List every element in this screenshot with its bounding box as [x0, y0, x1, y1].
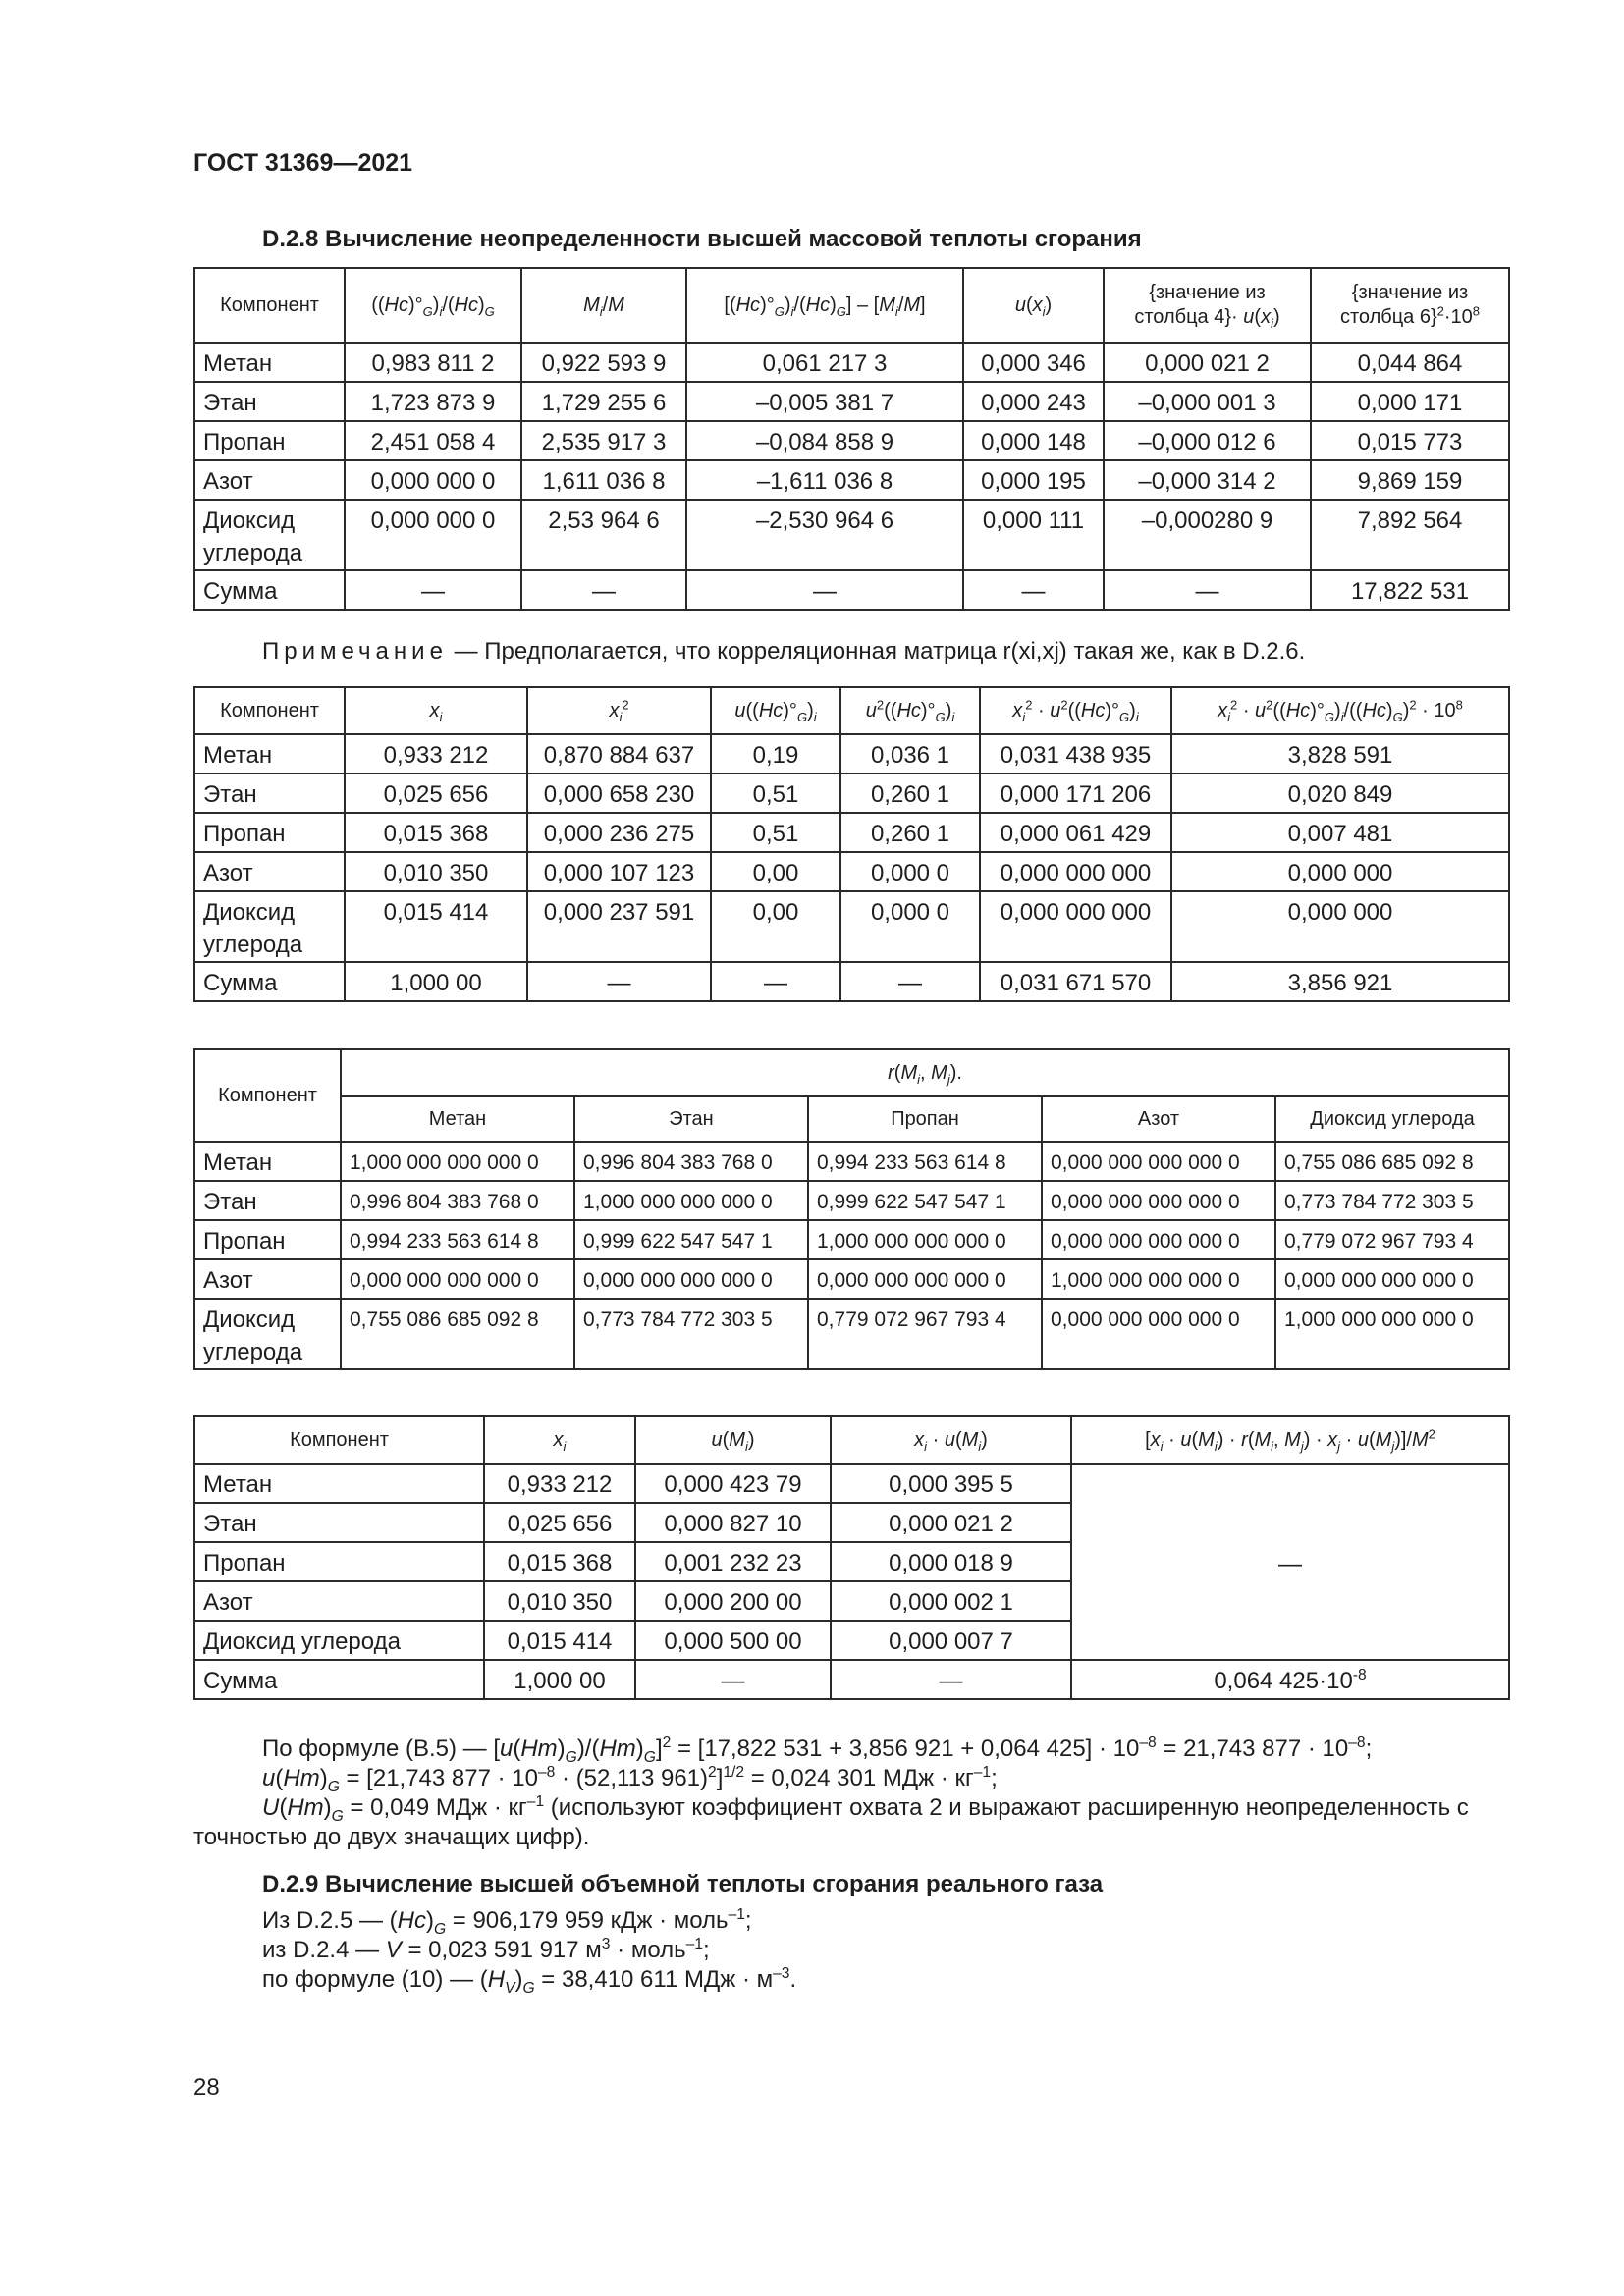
section-title-d28: D.2.8 Вычисление неопределенности высшей массовой теплоты сгорания — [262, 226, 1142, 252]
cell: — — [686, 570, 963, 610]
cell: Этан — [194, 382, 345, 421]
cell: 0,000 018 9 — [831, 1542, 1071, 1581]
cell: — — [527, 962, 711, 1001]
cell: Метан — [194, 1142, 341, 1181]
header-component: Компонент — [194, 1416, 484, 1464]
cell: — — [521, 570, 686, 610]
cell: 0,000 000 000 000 0 — [808, 1259, 1042, 1299]
cell: Метан — [194, 1464, 484, 1503]
cell: 0,000 061 429 — [980, 813, 1171, 852]
cell: 1,000 000 000 000 0 — [1275, 1299, 1509, 1369]
header-u-hc: $u((Hc)^\circ_G)_i$ — [711, 687, 840, 734]
cell: 0,00 — [711, 891, 840, 962]
header-component: Компонент — [194, 268, 345, 343]
cell: 0,025 656 — [345, 774, 527, 813]
header-xi-u-mi: $x_i \cdot u(M_i)$ — [831, 1416, 1071, 1464]
d29-block — [262, 1906, 796, 1995]
cell: 0,260 1 — [840, 774, 980, 813]
header-xi-squared: $x_i^2$ — [527, 687, 711, 734]
cell: Азот — [194, 852, 345, 891]
cell: Диоксид углерода — [194, 500, 345, 570]
table-row-sum — [194, 962, 1509, 1001]
cell: 0,933 212 — [484, 1464, 635, 1503]
cell: 0,000 148 — [963, 421, 1104, 460]
table-row — [194, 343, 1509, 382]
cell: Диоксид углерода — [194, 1299, 341, 1369]
cell: Пропан — [194, 1542, 484, 1581]
cell: 0,755 086 685 092 8 — [341, 1299, 574, 1369]
header-u-mi: $u(M_i)$ — [635, 1416, 831, 1464]
cell: 0,000 827 10 — [635, 1503, 831, 1542]
note-label: Примечание — [262, 638, 448, 665]
cell: 0,000 0 — [840, 891, 980, 962]
cell: 0,010 350 — [484, 1581, 635, 1621]
cell: 0,000 236 275 — [527, 813, 711, 852]
header-u2-hc: $u^2((Hc)^\circ_G)_i$ — [840, 687, 980, 734]
header-col6-squared: {значение из столбца $6\}^2\cdot 10^8$ — [1311, 268, 1509, 343]
cell: 0,031 438 935 — [980, 734, 1171, 774]
cell: 7,892 564 — [1311, 500, 1509, 570]
cell: 1,000 000 000 000 0 — [1042, 1259, 1275, 1299]
cell: 1,611 036 8 — [521, 460, 686, 500]
cell: 3,856 921 — [1171, 962, 1509, 1001]
cell: 0,000 658 230 — [527, 774, 711, 813]
header-methane: Метан — [341, 1096, 574, 1142]
cell: 0,015 414 — [345, 891, 527, 962]
table-row — [194, 774, 1509, 813]
table-row — [194, 891, 1509, 962]
cell: 0,015 368 — [484, 1542, 635, 1581]
table-component-uncertainty — [193, 686, 1510, 1002]
cell: Азот — [194, 1581, 484, 1621]
cell: –0,000 012 6 — [1104, 421, 1311, 460]
cell: 0,007 481 — [1171, 813, 1509, 852]
header-covariance-term: [$x_i \cdot u(M_i) \cdot r(M_i$, $M_j) \cdot x_j \cdot u(M_j)]/M^2$ — [1071, 1416, 1509, 1464]
cell: 0,000 0 — [840, 852, 980, 891]
cell: 0,000 000 — [1171, 852, 1509, 891]
cell: — — [963, 570, 1104, 610]
table-row-sum — [194, 1660, 1509, 1699]
cell: 0,755 086 685 092 8 — [1275, 1142, 1509, 1181]
cell: Сумма — [194, 1660, 484, 1699]
cell: 0,000 423 79 — [635, 1464, 831, 1503]
cell: 0,000 021 2 — [831, 1503, 1071, 1542]
cell: –2,530 964 6 — [686, 500, 963, 570]
header-u-xi: $u(x_i)$ — [963, 268, 1104, 343]
cell: 0,19 — [711, 734, 840, 774]
header-ethane: Этан — [574, 1096, 808, 1142]
cell: 0,015 368 — [345, 813, 527, 852]
formula-block — [193, 1735, 1511, 1852]
cell: 0,000 200 00 — [635, 1581, 831, 1621]
cell: 0,044 864 — [1311, 343, 1509, 382]
cell: 0,000 000 000 — [980, 852, 1171, 891]
header-propane: Пропан — [808, 1096, 1042, 1142]
cell: 0,000 395 5 — [831, 1464, 1071, 1503]
formula-line-1: По формуле (В.5) — $[u(Hm)_G)/(Hm)_G]^2 = [17,822$ 531 + 3,856 921 + 0,064 $425] \cdot 10^{-8} = 21,743$ $877 \cdot 10^{-8}$; — [262, 1735, 1373, 1766]
cell: Этан — [194, 1181, 341, 1220]
cell: 0,000 195 — [963, 460, 1104, 500]
cell: — — [840, 962, 980, 1001]
cell: 0,064 $425\cdot 10^{-8}$ — [1071, 1660, 1509, 1699]
table-row — [194, 852, 1509, 891]
cell: 0,000 000 0 — [345, 460, 521, 500]
table-row-sum — [194, 570, 1509, 610]
cell: 0,000 000 0 — [345, 500, 521, 570]
header-xi: $x_i$ — [484, 1416, 635, 1464]
cell: –0,000 314 2 — [1104, 460, 1311, 500]
cell: 0,015 773 — [1311, 421, 1509, 460]
table-row — [194, 734, 1509, 774]
cell: Диоксид углерода — [194, 891, 345, 962]
cell: 0,061 217 3 — [686, 343, 963, 382]
cell: 0,000 007 7 — [831, 1621, 1071, 1660]
cell: 0,000 500 00 — [635, 1621, 831, 1660]
note — [262, 638, 1305, 666]
d29-line-2: из D.2.4 — V = 0,023 591 917 $м^3$ · моль$^{-1}$; — [262, 1936, 710, 1963]
cell: 0,000 346 — [963, 343, 1104, 382]
cell: Этан — [194, 1503, 484, 1542]
cell: 0,000 021 2 — [1104, 343, 1311, 382]
header-xi2-u2: $x_i^2 \cdot u^2((Hc)^\circ_G)_i$ — [980, 687, 1171, 734]
table-row — [194, 1464, 1509, 1503]
cell: 0,001 232 23 — [635, 1542, 831, 1581]
cell: 2,53 964 6 — [521, 500, 686, 570]
cell: 0,00 — [711, 852, 840, 891]
cell: 1,000 000 000 000 0 — [808, 1220, 1042, 1259]
cell: 0,000 000 000 000 0 — [1275, 1259, 1509, 1299]
cell: Этан — [194, 774, 345, 813]
cell: Пропан — [194, 1220, 341, 1259]
header-nitrogen: Азот — [1042, 1096, 1275, 1142]
header-normalized: $x_i^2 \cdot u^2((Hc)^\circ_G)_i/((Hc)_G)^2 \cdot 10^8$ — [1171, 687, 1509, 734]
table-row — [194, 813, 1509, 852]
cell: 0,260 1 — [840, 813, 980, 852]
cell: 9,869 159 — [1311, 460, 1509, 500]
cell: Азот — [194, 1259, 341, 1299]
cell: –0,005 381 7 — [686, 382, 963, 421]
cell: 0,036 1 — [840, 734, 980, 774]
section-title-d29: D.2.9 Вычисление высшей объемной теплоты сгорания реального газа — [262, 1871, 1104, 1897]
cell: 0,031 671 570 — [980, 962, 1171, 1001]
cell: 0,000 000 — [1171, 891, 1509, 962]
cell: Азот — [194, 460, 345, 500]
table-row — [194, 1259, 1509, 1299]
cell: — — [345, 570, 521, 610]
table-row — [194, 1181, 1509, 1220]
cell: 3,828 591 — [1171, 734, 1509, 774]
cell: 0,000 111 — [963, 500, 1104, 570]
cell: 0,996 804 383 768 0 — [574, 1142, 808, 1181]
cell: 0,870 884 637 — [527, 734, 711, 774]
table-row — [194, 1220, 1509, 1259]
header-hc-ratio: $((Hc)^\circ_G)_i/(Hc)_G$ — [345, 268, 521, 343]
cell: 0,779 072 967 793 4 — [1275, 1220, 1509, 1259]
cell: 0,994 233 563 614 8 — [341, 1220, 574, 1259]
header-difference: $[(Hc)^\circ_G)_i/(Hc)_G] - [M_i/M]$ — [686, 268, 963, 343]
cell: –1,611 036 8 — [686, 460, 963, 500]
note-text: — Предполагается, что корреляционная матрица r(xi,xj) такая же, как в D.2.6. — [447, 638, 1306, 665]
cell: 0,025 656 — [484, 1503, 635, 1542]
cell: 0,000 000 000 000 0 — [1042, 1181, 1275, 1220]
cell: 2,451 058 4 — [345, 421, 521, 460]
cell: Метан — [194, 343, 345, 382]
cell: 0,999 622 547 547 1 — [808, 1181, 1042, 1220]
d29-line-1: Из D.2.5 — $(Hc)_G = 906,179$ 959 кДж · моль$^{-1}$; — [262, 1906, 752, 1938]
header-xi: $x_i$ — [345, 687, 527, 734]
formula-line-3: $U(Hm)_G = 0,049$ МДж · $кг^{-1}$ (используют коэффициент охвата 2 и выражают расширенную неопределенность с точностью до двух значащих цифр). — [193, 1793, 1469, 1850]
cell: 0,000 171 206 — [980, 774, 1171, 813]
table-uncertainty-mass-heat — [193, 267, 1510, 611]
cell: Сумма — [194, 570, 345, 610]
cell: 1,000 000 000 000 0 — [341, 1142, 574, 1181]
cell: 1,000 00 — [345, 962, 527, 1001]
table-row — [194, 1142, 1509, 1181]
cell: Диоксид углерода — [194, 1621, 484, 1660]
cell: 0,000 000 000 000 0 — [1042, 1299, 1275, 1369]
cell: 0,983 811 2 — [345, 343, 521, 382]
header-correlation: $r(M_i$, $M_j$). — [341, 1049, 1509, 1096]
page-number: 28 — [193, 2074, 220, 2101]
table-row — [194, 382, 1509, 421]
cell: Сумма — [194, 962, 345, 1001]
cell: 0,000 002 1 — [831, 1581, 1071, 1621]
cell: 1,000 000 000 000 0 — [574, 1181, 808, 1220]
cell: 0,000 243 — [963, 382, 1104, 421]
cell: 0,996 804 383 768 0 — [341, 1181, 574, 1220]
header-co2: Диоксид углерода — [1275, 1096, 1509, 1142]
cell: 0,933 212 — [345, 734, 527, 774]
header-m-ratio: $M_i/M$ — [521, 268, 686, 343]
cell: 17,822 531 — [1311, 570, 1509, 610]
cell: 0,000 000 000 000 0 — [574, 1259, 808, 1299]
cell: 0,000 107 123 — [527, 852, 711, 891]
cell: Метан — [194, 734, 345, 774]
cell: 0,773 784 772 303 5 — [1275, 1181, 1509, 1220]
cell: 0,000 000 000 000 0 — [341, 1259, 574, 1299]
cell: 1,729 255 6 — [521, 382, 686, 421]
cell: — — [635, 1660, 831, 1699]
cell: 0,020 849 — [1171, 774, 1509, 813]
cell: — — [1104, 570, 1311, 610]
cell: 0,994 233 563 614 8 — [808, 1142, 1042, 1181]
table-row — [194, 460, 1509, 500]
cell: 0,000 171 — [1311, 382, 1509, 421]
header-col4-times-u: {значение из столбца $4\}\cdot u(x_i)$ — [1104, 268, 1311, 343]
cell: 0,000 237 591 — [527, 891, 711, 962]
table-row — [194, 500, 1509, 570]
cell: 1,723 873 9 — [345, 382, 521, 421]
cell: 0,773 784 772 303 5 — [574, 1299, 808, 1369]
table-molar-mass-uncertainty — [193, 1415, 1510, 1700]
cell: 0,922 593 9 — [521, 343, 686, 382]
cell: 0,779 072 967 793 4 — [808, 1299, 1042, 1369]
cell: Пропан — [194, 421, 345, 460]
merged-cell: — — [1071, 1464, 1509, 1660]
cell: 0,000 000 000 — [980, 891, 1171, 962]
cell: 0,51 — [711, 813, 840, 852]
cell: 0,010 350 — [345, 852, 527, 891]
cell: 1,000 00 — [484, 1660, 635, 1699]
table-row — [194, 1299, 1509, 1369]
cell: 0,000 000 000 000 0 — [1042, 1142, 1275, 1181]
table-correlation-matrix — [193, 1048, 1510, 1370]
cell: 0,000 000 000 000 0 — [1042, 1220, 1275, 1259]
cell: 0,51 — [711, 774, 840, 813]
document-header: ГОСТ 31369—2021 — [193, 149, 413, 177]
cell: 0,015 414 — [484, 1621, 635, 1660]
header-component: Компонент — [194, 1049, 341, 1142]
cell: –0,084 858 9 — [686, 421, 963, 460]
table-row — [194, 421, 1509, 460]
cell: 2,535 917 3 — [521, 421, 686, 460]
cell: — — [831, 1660, 1071, 1699]
cell: — — [711, 962, 840, 1001]
cell: Пропан — [194, 813, 345, 852]
d29-line-3: по формуле (10) — $(H_V)_G = 38,410$ 611 МДж · $м^{-3}$. — [262, 1965, 797, 1997]
cell: –0,000280 9 — [1104, 500, 1311, 570]
header-component: Компонент — [194, 687, 345, 734]
cell: –0,000 001 3 — [1104, 382, 1311, 421]
formula-line-2: $u(Hm)_G = [21,743$ $877 \cdot 10^{-8} \cdot (52,113$ 961)$^2$]$^{1/2}$ = 0,024 301 МДж · $кг^{-1}$; — [262, 1764, 998, 1795]
cell: 0,999 622 547 547 1 — [574, 1220, 808, 1259]
